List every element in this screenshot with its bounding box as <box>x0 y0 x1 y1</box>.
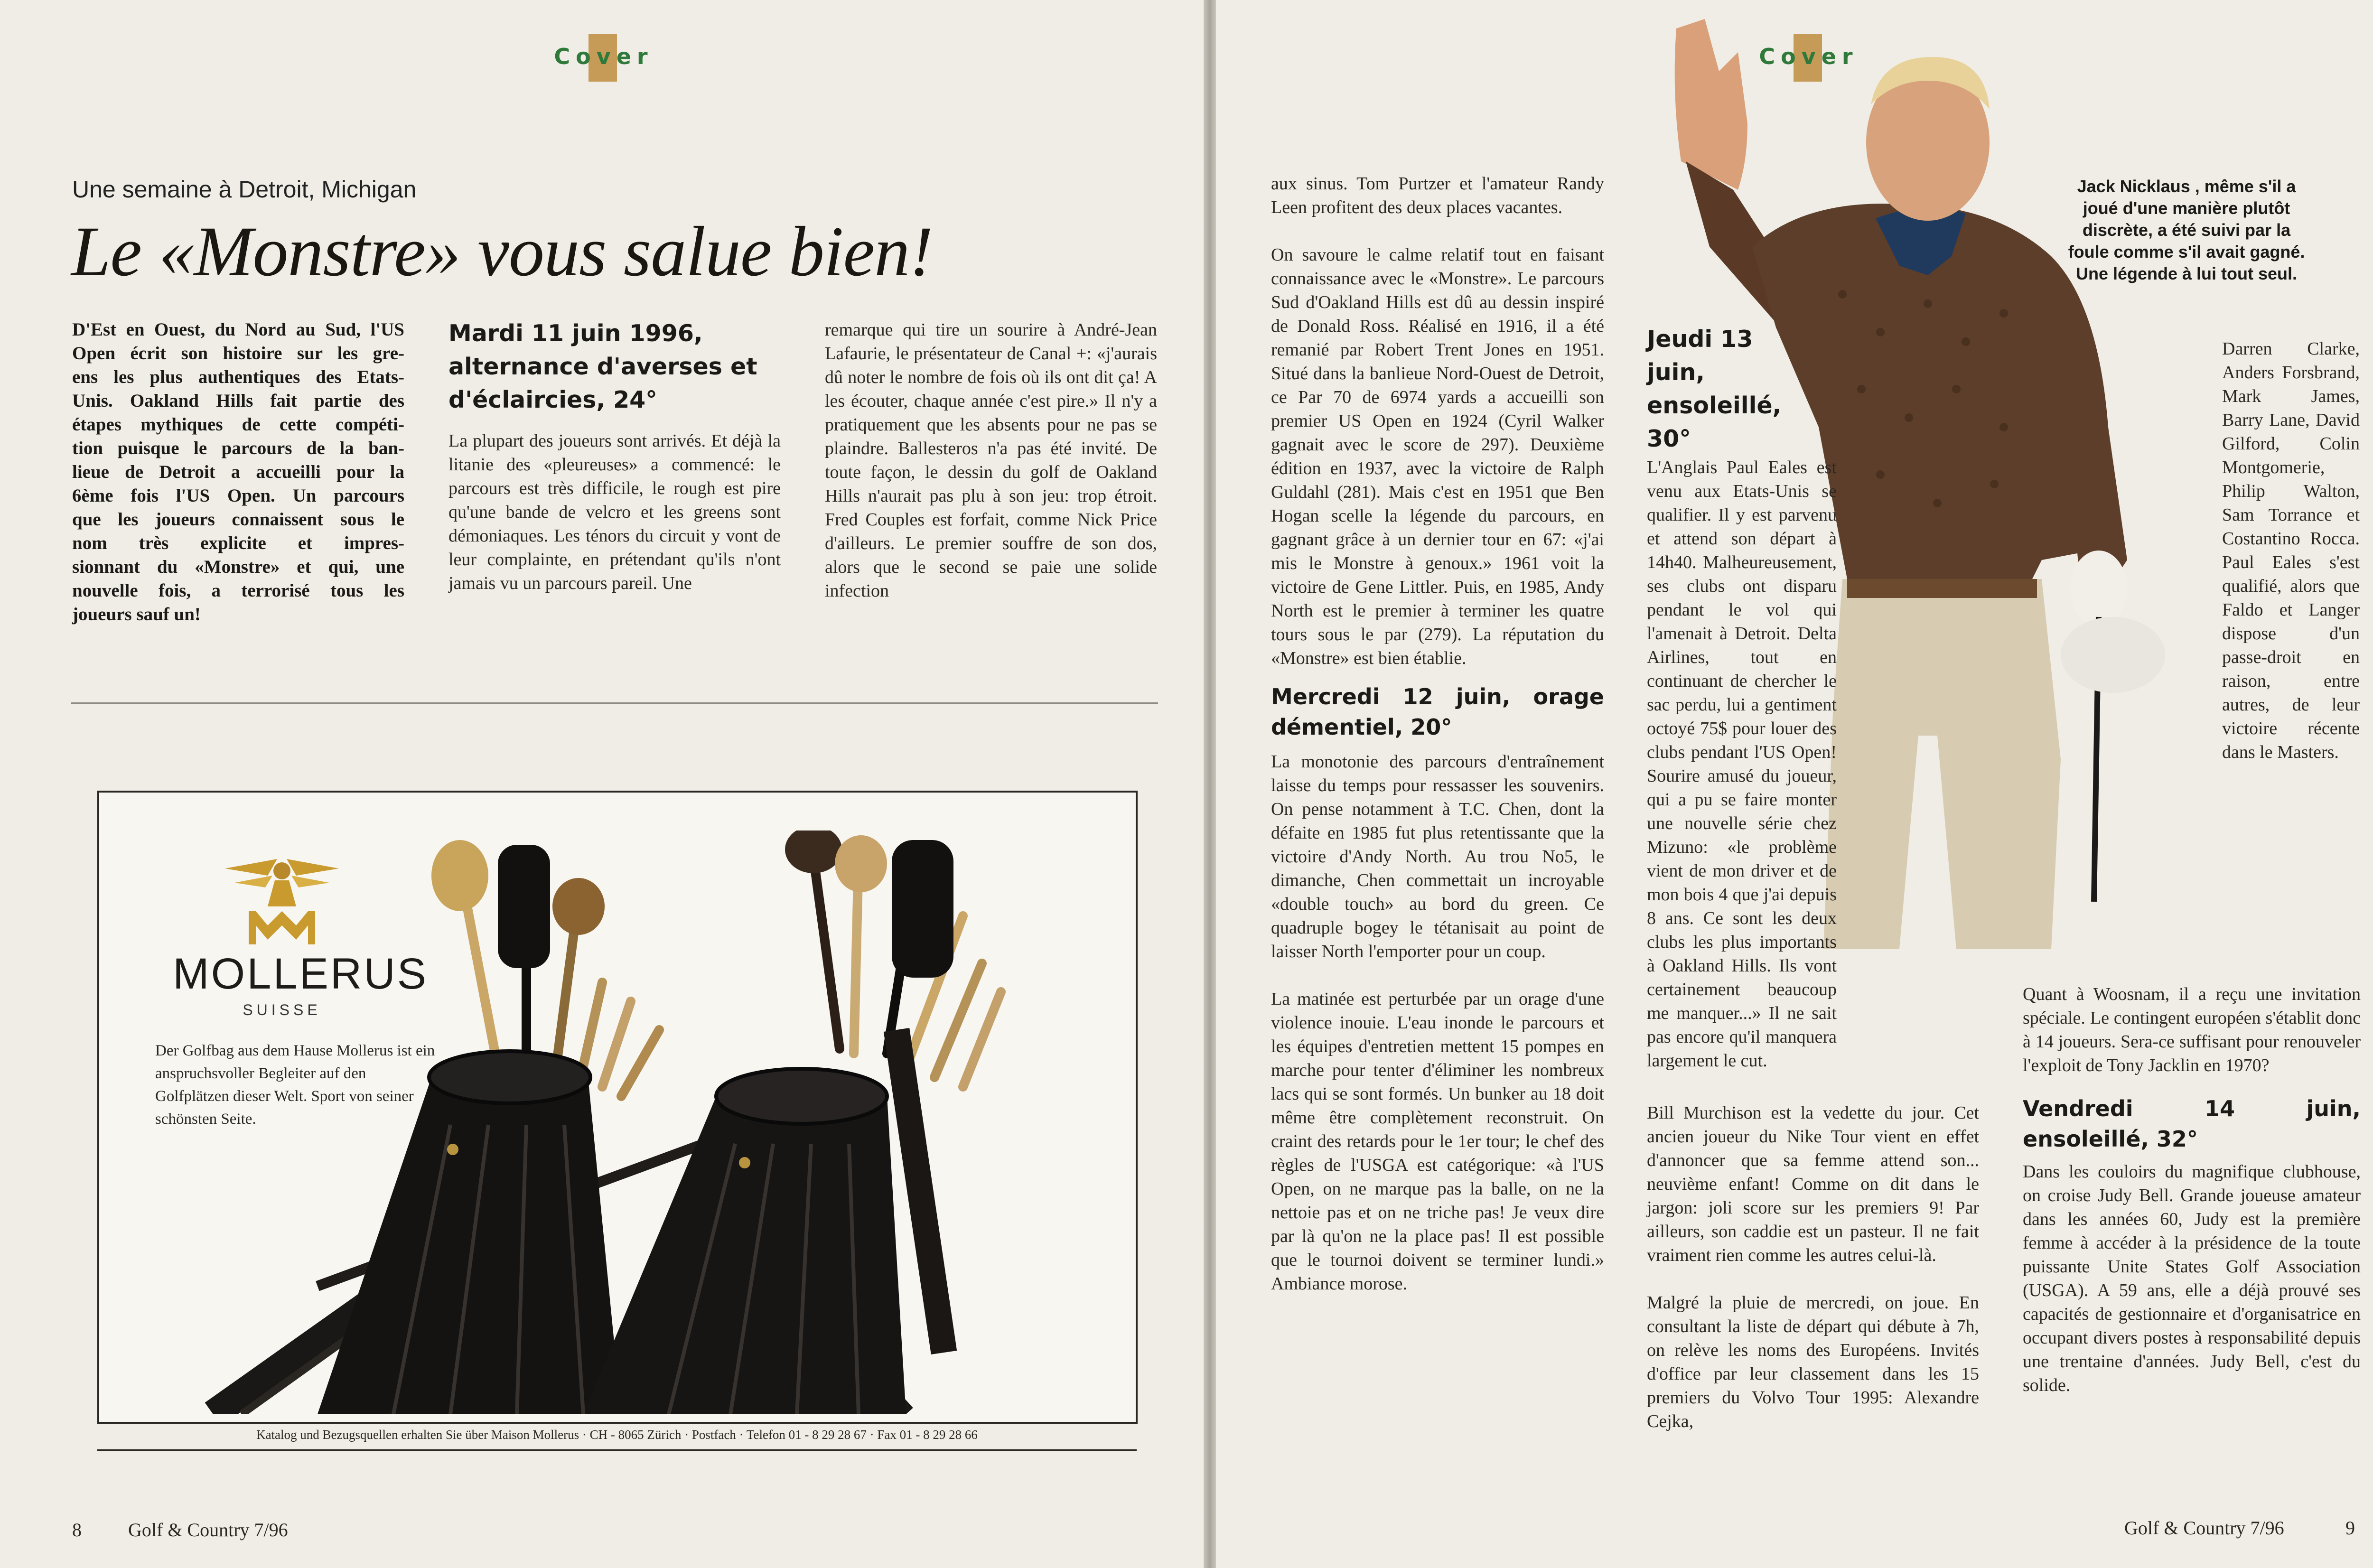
day1-text-continued: remarque qui tire un sourire à André-Jean Lafaurie, le présentateur de Canal +: «j'aurais dû noter le nombre de fois où ils ont dit ça! A les écouter, chaque année c'est pire.» Il n'y a pratiquement que les absents pour ne pas se plaindre. Ballesteros n'a pas été invité. De toute façon, le dessin du golf de Oakland Hills n'aurait pas plu à son jeu: trop étroit. Fred Couples est forfait, comme Nick Price d'ailleurs. Le premier souffre de son dos, alors que le second se paie une solide infection <box>825 320 1157 601</box>
intro-line: Unis. Oakland Hills fait partie des <box>72 391 404 411</box>
col3-paragraph-3: Dans les couloirs du magnifique clubhouse, on croise Judy Bell. Grande joueuse amateur dans les années 60, Judy est la première femme à accéder à la présidence de la toute puissante Unite States Golf Association (USGA). A 59 ans, elle a déjà prouvé ses capacités de gestionnaire et d'organisatrice en occupant divers postes à responsabilité depuis une trentaine d'années. Judy Bell, c'est du solide. <box>2023 1162 2361 1395</box>
folio-page-number: 8 <box>72 1519 82 1540</box>
intro-line: tion puisque le parcours de la ban- <box>72 438 404 458</box>
col3-paragraph-1: Darren Clarke, Anders Forsbrand, Mark James, Barry Lane, David Gilford, Colin Montgomerie, Philip Walton, Sam Torrance et Costantino Rocca. Paul Eales s'est qualifié, alors que Faldo et Langer dispose d'un passe-droit en raison, entre autres, de leur victoire récente dans le Masters. <box>2222 339 2360 762</box>
right-column-1 <box>1271 172 1604 1296</box>
intro-line: D'Est en Ouest, du Nord au Sud, l'US <box>72 319 404 340</box>
col2-paragraph-3: Malgré la pluie de mercredi, on joue. En consultant la liste de départ qui débute à 7h, on relève les noms des Européens. Invités d'office par leur classement dans les 15 premiers du Volvo Tour 1995: Alexandre Cejka, <box>1647 1293 1979 1431</box>
intro-line: sionnant du «Monstre» et qui, une <box>72 557 404 577</box>
intro-line: 6ème fois l'US Open. Un parcours <box>72 485 404 506</box>
folio-title: Golf & Country 7/96 <box>128 1519 288 1540</box>
day1-section <box>448 317 781 595</box>
page-gutter <box>1204 0 1216 1568</box>
col1-paragraph-2: On savoure le calme relatif tout en faisant connaissance avec le «Monstre». Le parcours Sud d'Oakland Hills est dû au dessin inspiré de Donald Ross. Réalisé en 1916, il a été remanié par Robert Trent Jones en 1951. Situé dans la banlieue Nord-Ouest de Detroit, ce Par 70 de 6974 yards a accueilli son premier US Open en 1924 (Cyril Walker gagnait avec le score de 297). Deuxième édition en 1937, avec la victoire de Ralph Guldahl (281). Mais c'est en 1951 que Ben Hogan scelle la légende du parcours, en gagnant grâce à un dernier tour en 67: «j'ai mis le Monstre à genoux.» 1961 voit la victoire de Gene Littler. Puis, en 1985, Andy North est le premier à terminer les quatre tours sous le par (279). La réputation du «Monstre» est bien établie. <box>1271 245 1604 668</box>
col1-paragraph-4: La matinée est perturbée par un orage d'une violence inouie. L'eau inonde le parcours et les équipes d'entretien mettent 15 pompes en marche pour tenter d'éliminer les nombreux lacs qui se sont formés. Un bunker au 18 doit même être complètement reconstruit. On craint des retards pour le 1er tour; le chef des règles de l'USGA est catégorique: «à l'US Open, on ne marque pas la balle, on ne la nettoie pas et on ne triche pas! Je veux dire par là qu'on ne la place pas! Il est possible que le tournoi doivent se terminer lundi.» Ambiance morose. <box>1271 989 1604 1294</box>
day4-heading: Vendredi 14 juin, ensoleillé, 32° <box>2023 1096 2361 1152</box>
intro-line: nouvelle fois, a terrorisé tous les <box>72 580 404 601</box>
article-kicker: Une semaine à Detroit, Michigan <box>72 176 417 203</box>
right-column-2-lower <box>1647 1101 1979 1433</box>
intro-line: joueurs sauf un! <box>72 604 201 625</box>
section-tag-label-right: Cover <box>1759 44 1859 69</box>
col1-paragraph-3: La monotonie des parcours d'entraînement laisse du temps pour ressasser les souvenirs. On pense notamment à T.C. Chen, dont la défaite en 1985 fut plus retentissante que la victoire d'Andy North. Au trou No5, le dimanche, Chen commettait un incroyable «double touch» au bord du green. Ce quadruple bogey le tétanisait au point de laisser North l'emporter pour un coup. <box>1271 752 1604 961</box>
day1-heading: Mardi 11 juin 1996, alternance d'averses et d'éclaircies, 24° <box>448 320 757 413</box>
intro-line: ens les plus authentiques des Etats- <box>72 367 404 387</box>
day3-heading-box <box>1647 323 1780 456</box>
golf-bags-image <box>166 831 1134 1414</box>
folio-title-right: Golf & Country 7/96 <box>2124 1517 2284 1539</box>
ad-footer: Katalog und Bezugsquellen erhalten Sie über Maison Mollerus · CH - 8065 Zürich · Postfach · Telefon 01 - 8 29 28 67 · Fax 01 - 8 29 28 66 <box>256 1428 978 1442</box>
col2-paragraph-1: L'Anglais Paul Eales est venu aux Etats-Unis se qualifier. Il y est parvenu et attend son départ à 14h40. Malheureusement, ses clubs ont disparu pendant le vol qui l'amenait à Detroit. Delta Airlines, tout en continuant de chercher le sac perdu, lui a gentiment octoyé 75$ pour louer des clubs pendant l'US Open! Sourire amusé du joueur, qui a pu se faire monter une nouvelle série chez Mizuno: «le problème vient de mon driver et de mon bois 4 que j'ai depuis 8 ans. Ce sont les deux clubs les plus importants à Oakland Hills. Ils vont certainement beaucoup me manquer...» Il ne sait pas encore qu'il manquera largement le cut. <box>1647 457 1837 1071</box>
section-tag-label: Cover <box>554 44 654 69</box>
intro-line: lieue de Detroit a accueilli pour la <box>72 462 404 482</box>
intro-line: que les joueurs connaissent sous le <box>72 509 404 530</box>
col2-paragraph-2: Bill Murchison est la vedette du jour. Cet ancien joueur du Nike Tour vient en effet d'annoncer que sa femme attend son... neuvième enfant! Comme on dit dans le jargon: joli score sur les premiers 9! Par ailleurs, son caddie est un pasteur. Il ne fait vraiment rien comme les autres celui-là. <box>1647 1103 1979 1265</box>
folio-page-number-right: 9 <box>2345 1517 2355 1539</box>
right-column-3-lower <box>2023 982 2361 1397</box>
photo-caption: Jack Nicklaus , même s'il a joué d'une manière plutôt discrète, a été suivi par la foule comme s'il avait gagné. Une légende à lui tout seul. <box>2068 177 2305 283</box>
ad-base-rule <box>97 1449 1137 1451</box>
article-headline: Le «Monstre» vous salue bien! <box>71 212 933 291</box>
day3-heading: Jeudi 13 juin, ensoleillé, 30° <box>1647 326 1782 452</box>
section-tag <box>547 34 661 82</box>
mollerus-advertisement <box>97 791 1138 1424</box>
intro-line: étapes mythiques de cette compéti- <box>72 414 404 435</box>
ad-brand-sub: SUISSE <box>243 1001 321 1018</box>
ad-brand-name: MOLLERUS <box>173 950 429 998</box>
section-divider <box>71 702 1158 704</box>
intro-line: nom très explicite et impres- <box>72 533 404 553</box>
col1-paragraph-1: aux sinus. Tom Purtzer et l'amateur Randy Leen profitent des deux places vacantes. <box>1271 174 1604 217</box>
day1-text: La plupart des joueurs sont arrivés. Et déjà la litanie des «pleureuses» a commencé: le parcours est très difficile, le rough est pire qu'une bande de velcro et les greens sont démoniaques. Les ténors du circuit y vont de leur complainte, en prétendant qu'ils n'ont jamais vu un parcours pareil. Une <box>448 431 781 593</box>
intro-line: Open écrit son histoire sur les gre- <box>72 343 404 364</box>
ad-copy: Der Golfbag aus dem Hause Mollerus ist ein anspruchsvoller Begleiter auf den Golfplätzen dieser Welt. Sport von seiner schönsten Seite. <box>155 1042 435 1128</box>
day2-heading: Mercredi 12 juin, orage démentiel, 20° <box>1271 684 1604 740</box>
article-intro <box>72 318 404 626</box>
section-tag-right <box>1752 34 1866 82</box>
col3-paragraph-2: Quant à Woosnam, il a reçu une invitation spéciale. Le contingent européen s'établit donc à 14 joueurs. Sera-ce suffisant pour renouveler l'exploit de Tony Jacklin en 1970? <box>2023 984 2361 1075</box>
right-page <box>1216 0 2373 1568</box>
